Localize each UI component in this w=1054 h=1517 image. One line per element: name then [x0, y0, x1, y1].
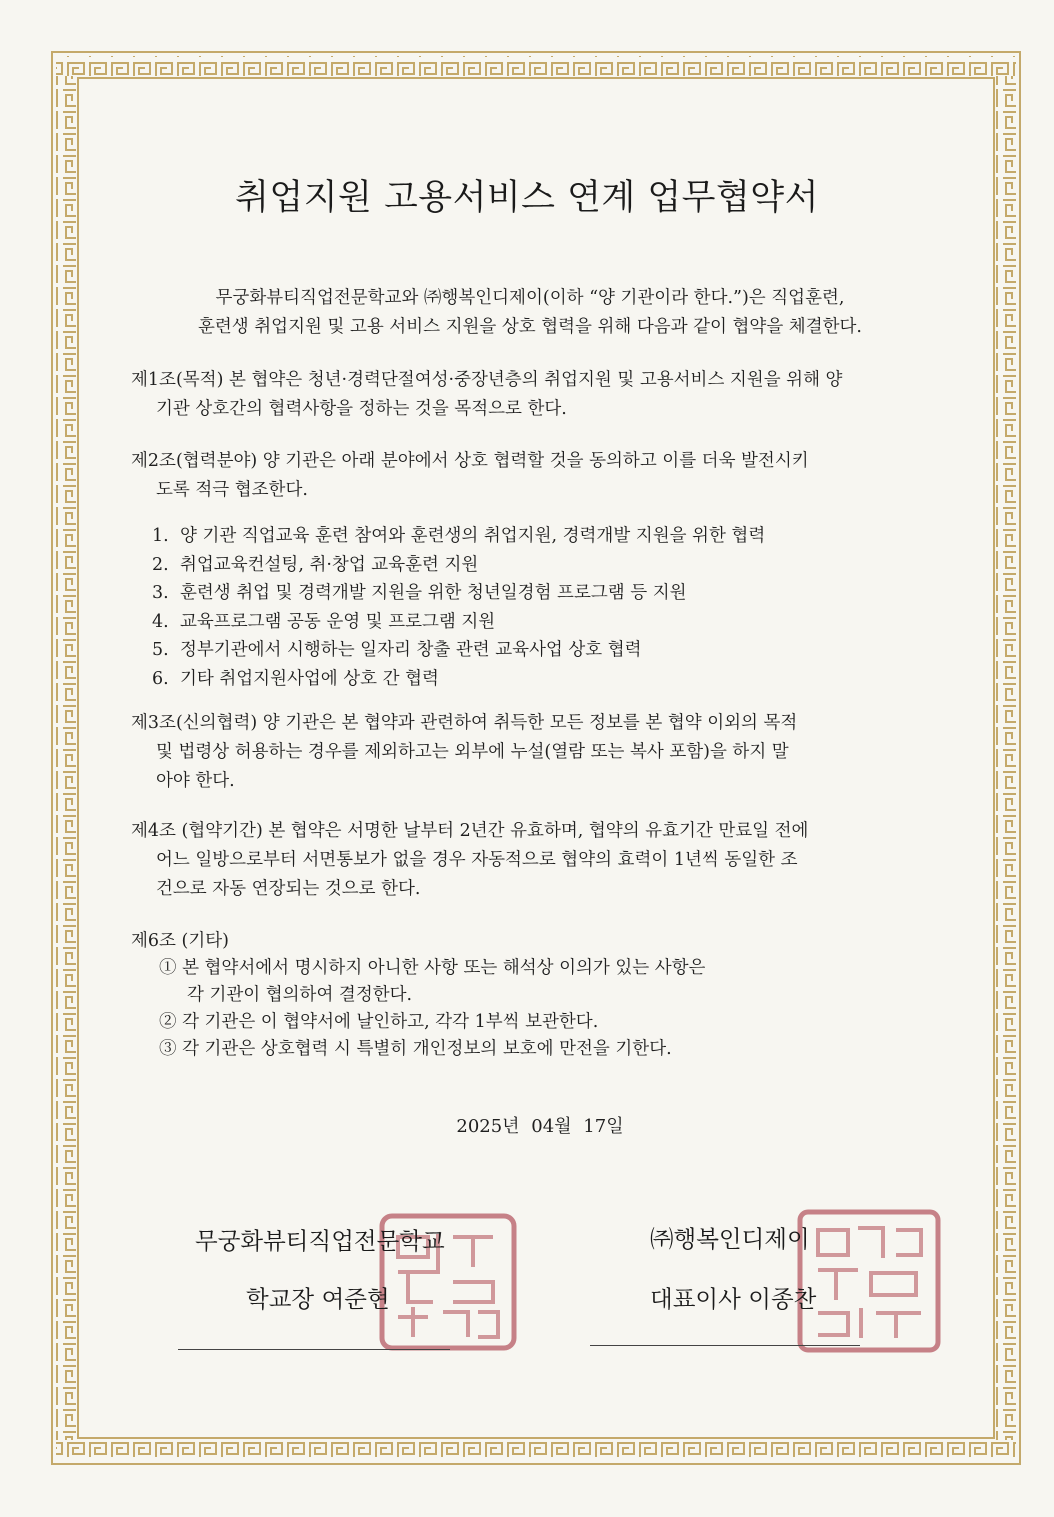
company-seal-stamp — [796, 1208, 942, 1354]
article-6-item: ③ 각 기관은 상호협력 시 특별히 개인정보의 보호에 만전을 기한다. — [159, 1039, 672, 1059]
list-item — [152, 636, 932, 665]
article-4-line: 건으로 자동 연장되는 것으로 한다. — [156, 879, 421, 899]
article-1 — [131, 366, 956, 424]
list-item-number: 5. — [152, 640, 169, 661]
document-title: 취업지원 고용서비스 연계 업무협약서 — [235, 178, 819, 218]
list-item-text: 취업교육컨설팅, 취·창업 교육훈련 지원 — [180, 554, 479, 575]
article-4 — [131, 817, 956, 904]
article-6 — [131, 928, 931, 1063]
right-signatory-org: ㈜행복인디제이 — [650, 1225, 810, 1253]
article-6-item: ① 본 협약서에서 명시하지 아니한 사항 또는 해석상 이의가 있는 사항은 — [159, 958, 706, 978]
article-3 — [131, 709, 956, 796]
left-signature-line — [178, 1349, 450, 1350]
list-item-number: 6. — [152, 668, 169, 689]
list-item-text: 교육프로그램 공동 운영 및 프로그램 지원 — [180, 611, 496, 632]
right-signatory-name: 대표이사 이종찬 — [650, 1285, 817, 1313]
article-3-line: 제3조(신의협력) 양 기관은 본 협약과 관련하여 취득한 모든 정보를 본 협약 이외의 목적 — [131, 713, 798, 733]
list-item-number: 3. — [152, 583, 169, 604]
list-item-text: 기타 취업지원사업에 상호 간 협력 — [180, 668, 439, 689]
list-item — [152, 608, 932, 637]
article-2-list — [152, 522, 932, 694]
list-item-number: 1. — [152, 526, 169, 546]
article-1-line: 제1조(목적) 본 협약은 청년·경력단절여성·중장년층의 취업지원 및 고용서비스 지원을 위해 양 — [131, 370, 843, 390]
article-6-heading: 제6조 (기타) — [131, 931, 229, 951]
article-2-line: 도록 적극 협조한다. — [156, 480, 308, 500]
article-2 — [131, 447, 956, 505]
signing-date: 2025년 04월 17일 — [456, 1116, 624, 1137]
list-item-number: 4. — [152, 611, 169, 632]
article-1-line: 기관 상호간의 협력사항을 정하는 것을 목적으로 한다. — [156, 399, 567, 419]
list-item — [152, 522, 932, 551]
article-4-line: 어느 일방으로부터 서면통보가 없을 경우 자동적으로 협약의 효력이 1년씩 동일한 조 — [156, 850, 798, 870]
article-4-line: 제4조 (협약기간) 본 협약은 서명한 날부터 2년간 유효하며, 협약의 유효기간 만료일 전에 — [131, 821, 809, 841]
list-item-text: 훈련생 취업 및 경력개발 지원을 위한 청년일경험 프로그램 등 지원 — [180, 583, 687, 604]
list-item-number: 2. — [152, 554, 169, 575]
intro-line: 무궁화뷰티직업전문학교와 ㈜행복인디제이(이하 “양 기관이라 한다.”)은 직업훈련, — [215, 288, 845, 308]
left-signatory-org: 무궁화뷰티직업전문학교 — [195, 1227, 445, 1255]
article-6-item: ② 각 기관은 이 협약서에 날인하고, 각각 1부씩 보관한다. — [159, 1012, 599, 1032]
list-item — [152, 665, 932, 694]
left-signatory-name: 학교장 여준현 — [246, 1285, 390, 1313]
list-item — [152, 551, 932, 580]
article-3-line: 및 법령상 허용하는 경우를 제외하고는 외부에 누설(열람 또는 복사 포함)을 하지 말 — [156, 742, 789, 762]
article-2-line: 제2조(협력분야) 양 기관은 아래 분야에서 상호 협력할 것을 동의하고 이를 더욱 발전시키 — [131, 451, 809, 471]
intro-line: 훈련생 취업지원 및 고용 서비스 지원을 상호 협력을 위해 다음과 같이 협약을 체결한다. — [198, 317, 862, 337]
intro-paragraph — [150, 284, 910, 342]
list-item-text: 양 기관 직업교육 훈련 참여와 훈련생의 취업지원, 경력개발 지원을 위한 협력 — [180, 526, 766, 546]
list-item — [152, 579, 932, 608]
right-signature-line — [590, 1345, 860, 1346]
article-3-line: 아야 한다. — [156, 771, 235, 791]
list-item-text: 정부기관에서 시행하는 일자리 창출 관련 교육사업 상호 협력 — [180, 640, 642, 661]
article-6-item: 각 기관이 협의하여 결정한다. — [187, 985, 413, 1005]
